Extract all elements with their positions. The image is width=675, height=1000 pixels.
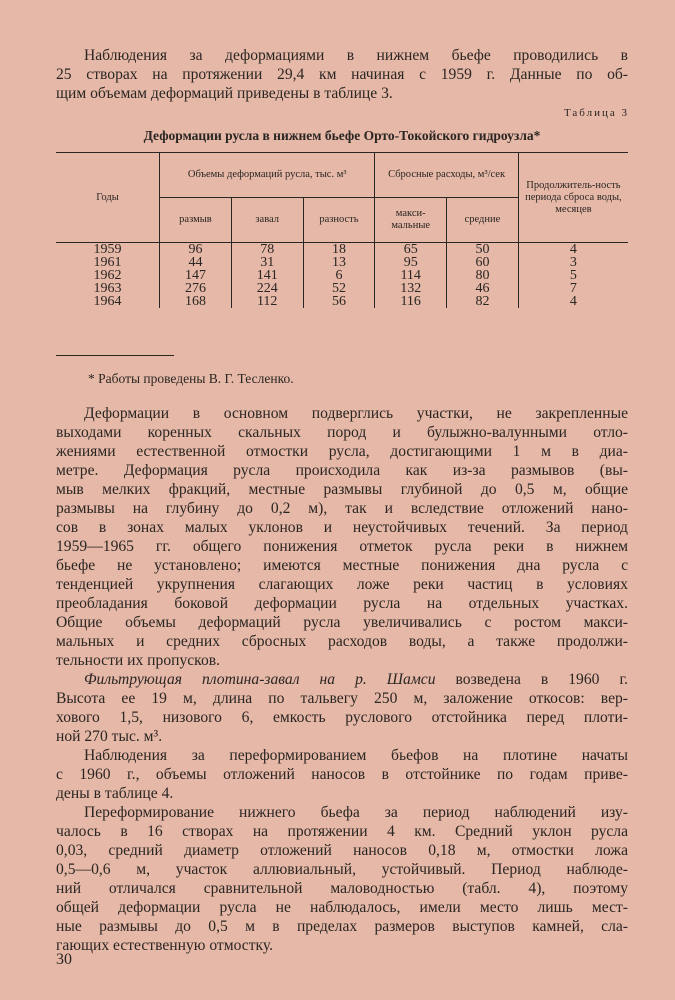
text-line: 0,5—0,6 м, участок аллювиальный, устойчивый. Период наблюде- bbox=[56, 861, 628, 878]
text-line: 25 створах на протяжении 29,4 км начиная с 1959 г. Данные по об- bbox=[56, 66, 628, 83]
text-line: выходами коренных скальных пород и булыжно-валунными отло- bbox=[56, 424, 628, 441]
text-line: сов в зонах малых уклонов и неустойчивых течений. За период bbox=[56, 519, 628, 536]
cell-erosion: 147 bbox=[160, 269, 232, 282]
cell-year: 1962 bbox=[93, 268, 122, 283]
text-line: жениями естественной отмостки русла, достигающими 1 м в диа- bbox=[56, 443, 628, 460]
cell-difference: 56 bbox=[303, 295, 375, 308]
cell-duration: 4 bbox=[518, 295, 628, 308]
cell-max: 95 bbox=[375, 256, 447, 269]
dam-built: возведена в 1960 г. bbox=[435, 671, 628, 688]
cell-mean: 46 bbox=[447, 282, 519, 295]
cell-deposit: 31 bbox=[231, 256, 303, 269]
text-line: преобладания боковой деформации русла на отдельных участках. bbox=[56, 595, 628, 612]
text-line: хового 1,5, низового 6, емкость руслового отстойника перед плоти- bbox=[56, 709, 628, 726]
table-row bbox=[56, 295, 628, 308]
cell-erosion: 96 bbox=[160, 243, 232, 257]
text-line: чалось в 16 створах на протяжении 4 км. Средний уклон русла bbox=[56, 823, 628, 840]
cell-year: 1963 bbox=[93, 281, 122, 296]
text-line: щим объемам деформаций приведены в таблице 3. bbox=[56, 85, 393, 102]
paragraph-observations bbox=[56, 746, 628, 803]
intro-paragraph bbox=[56, 46, 628, 103]
cell-max: 65 bbox=[375, 243, 447, 257]
cell-difference: 52 bbox=[303, 282, 375, 295]
paragraph-reformation bbox=[56, 803, 628, 955]
text-line: ний отличался сравнительной маловодностью (табл. 4), поэтому bbox=[56, 880, 628, 897]
cell-deposit: 141 bbox=[231, 269, 303, 282]
table-row bbox=[56, 243, 628, 257]
header-max: макси-мальные bbox=[375, 198, 447, 243]
header-flows: Сбросные расходы, м³/сек bbox=[375, 153, 519, 198]
text-line: бьефе не установлено; имеются местные понижения дна русла с bbox=[56, 557, 628, 574]
cell-erosion: 44 bbox=[160, 256, 232, 269]
header-duration: Продолжитель-ность периода сброса воды, месяцев bbox=[518, 153, 628, 243]
cell-max: 132 bbox=[375, 282, 447, 295]
page-number: 30 bbox=[56, 951, 72, 968]
text-line: метре. Деформация русла происходила как из-за размывов (вы- bbox=[56, 462, 628, 479]
text-line: ной 270 тыс. м³. bbox=[56, 728, 163, 745]
cell-duration: 3 bbox=[518, 256, 628, 269]
header-difference: разность bbox=[303, 198, 375, 243]
cell-mean: 80 bbox=[447, 269, 519, 282]
header-mean: средние bbox=[447, 198, 519, 243]
cell-duration: 4 bbox=[518, 243, 628, 257]
table-caption: Таблица 3 bbox=[563, 107, 629, 119]
text-line: Наблюдения за переформированием бьефов на плотине начаты bbox=[84, 747, 628, 764]
text-line: тенденцией укрупнения слагающих ложе реки частиц в условиях bbox=[56, 576, 628, 593]
text-line: 0,03, средний диаметр отложений наносов 0,18 м, отмостки ложа bbox=[56, 842, 628, 859]
cell-difference: 13 bbox=[303, 256, 375, 269]
header-erosion: размыв bbox=[160, 198, 232, 243]
text-line: Переформирование нижнего бьефа за период наблюдений изу- bbox=[84, 804, 628, 821]
table-footnote: * Работы проведены В. Г. Тесленко. bbox=[88, 371, 294, 386]
cell-duration: 7 bbox=[518, 282, 628, 295]
text-line: 1959—1965 гг. общего понижения отметок русла реки в нижнем bbox=[56, 538, 628, 555]
cell-erosion: 276 bbox=[160, 282, 232, 295]
cell-duration: 5 bbox=[518, 269, 628, 282]
footnote-divider bbox=[56, 355, 174, 356]
text-line: мыв мелких фракций, местные размывы глубиной до 0,5 м, общие bbox=[56, 481, 628, 498]
cell-max: 114 bbox=[375, 269, 447, 282]
header-years: Годы bbox=[56, 153, 160, 243]
cell-mean: 60 bbox=[447, 256, 519, 269]
header-volumes: Объемы деформаций русла, тыс. м³ bbox=[160, 153, 375, 198]
deformation-table bbox=[56, 152, 628, 308]
text-line: размывы на глубину до 0,2 м), так и вследствие отложений нано- bbox=[56, 500, 628, 517]
paragraph-deformation bbox=[56, 404, 628, 670]
table-title: Деформации русла в нижнем бьефе Орто-Токойского гидроузла* bbox=[143, 128, 541, 143]
header-deposit: завал bbox=[231, 198, 303, 243]
cell-deposit: 112 bbox=[231, 295, 303, 308]
cell-year: 1964 bbox=[93, 294, 122, 309]
cell-deposit: 78 bbox=[231, 243, 303, 257]
text-line: гающих естественную отмостку. bbox=[56, 937, 274, 954]
dam-name: Фильтрующая плотина-завал на р. Шамси bbox=[84, 671, 436, 688]
text-line: мальных и средних сбросных расходов воды, а также продолжи- bbox=[56, 633, 628, 650]
cell-year: 1961 bbox=[93, 255, 122, 270]
table-row bbox=[56, 256, 628, 269]
cell-mean: 82 bbox=[447, 295, 519, 308]
text-line: с 1960 г., объемы отложений наносов в отстойнике по годам приве- bbox=[56, 766, 628, 783]
cell-year: 1959 bbox=[93, 242, 122, 257]
cell-deposit: 224 bbox=[231, 282, 303, 295]
text-line: дены в таблице 4. bbox=[56, 785, 174, 802]
cell-max: 116 bbox=[375, 295, 447, 308]
text-line: ные размывы до 0,5 м в пределах размеров выступов камней, сла- bbox=[56, 918, 628, 935]
text-line bbox=[56, 670, 628, 689]
text-line: тельности их пропусков. bbox=[56, 652, 221, 669]
text-line: Общие объемы деформаций русла увеличивались с ростом макси- bbox=[56, 614, 628, 631]
cell-difference: 18 bbox=[303, 243, 375, 257]
text-line: Высота ее 19 м, длина по тальвегу 250 м, заложение откосов: вер- bbox=[56, 690, 628, 707]
cell-mean: 50 bbox=[447, 243, 519, 257]
paragraph-filter-dam bbox=[56, 670, 628, 746]
text-line: Деформации в основном подверглись участки, не закрепленные bbox=[84, 405, 628, 422]
cell-erosion: 168 bbox=[160, 295, 232, 308]
text-line: Наблюдения за деформациями в нижнем бьефе проводились в bbox=[84, 47, 628, 64]
text-line: общей деформации русла не наблюдалось, имели место лишь мест- bbox=[56, 899, 628, 916]
cell-difference: 6 bbox=[303, 269, 375, 282]
